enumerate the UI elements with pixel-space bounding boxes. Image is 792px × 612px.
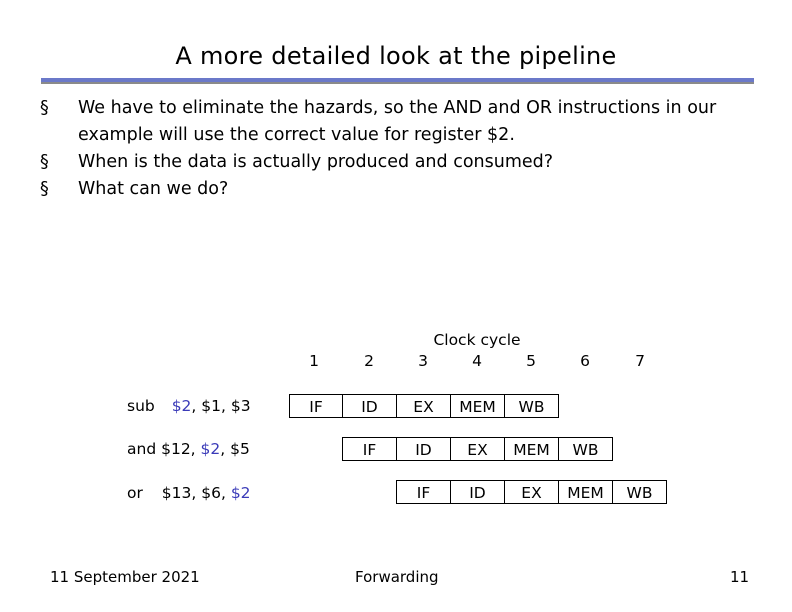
- stage-wb: WB: [612, 480, 667, 504]
- stage-if: IF: [396, 480, 451, 504]
- bullet-marker: §: [40, 152, 49, 172]
- footer-topic: Forwarding: [355, 568, 439, 586]
- cycle-number: 3: [418, 352, 428, 370]
- bullet-marker: §: [40, 98, 49, 118]
- bullet-marker: §: [40, 179, 49, 199]
- stage-ex: EX: [450, 437, 505, 461]
- instruction-opcode: sub: [127, 397, 155, 415]
- stage-wb: WB: [558, 437, 613, 461]
- hazard-register: $2: [171, 397, 192, 415]
- cycle-number: 7: [635, 352, 645, 370]
- stage-if: IF: [289, 394, 343, 418]
- stage-id: ID: [396, 437, 451, 461]
- stage-wb: WB: [504, 394, 559, 418]
- clock-cycle-label: Clock cycle: [433, 331, 521, 349]
- stage-ex: EX: [504, 480, 559, 504]
- instruction-operand: $12,: [156, 440, 201, 458]
- instruction-sub: [127, 397, 251, 415]
- hazard-register: $2: [230, 484, 251, 502]
- footer-page-number: 11: [730, 568, 750, 586]
- instruction-operand: , $5: [220, 440, 250, 458]
- slide-title: A more detailed look at the pipeline: [175, 42, 617, 70]
- cycle-number: 4: [472, 352, 482, 370]
- stage-mem: MEM: [558, 480, 613, 504]
- cycle-number: 6: [580, 352, 590, 370]
- bullet-text: When is the data is actually produced and consumed?: [78, 152, 554, 172]
- footer-date: 11 September 2021: [50, 568, 200, 586]
- bullet-text: We have to eliminate the hazards, so the AND and OR instructions in our example will use the correct value for register $2.: [78, 98, 717, 145]
- stage-ex: EX: [396, 394, 451, 418]
- instruction-and: [127, 440, 250, 458]
- stage-id: ID: [450, 480, 505, 504]
- cycle-number: 2: [364, 352, 374, 370]
- instruction-or: [127, 484, 251, 502]
- cycle-number: 5: [526, 352, 536, 370]
- cycle-number: 1: [309, 352, 319, 370]
- hazard-register: $2: [200, 440, 221, 458]
- instruction-operand: , $1, $3: [191, 397, 251, 415]
- stage-if: IF: [342, 437, 397, 461]
- stage-mem: MEM: [504, 437, 559, 461]
- instruction-operand: $13, $6,: [156, 484, 231, 502]
- stage-mem: MEM: [450, 394, 505, 418]
- stage-id: ID: [342, 394, 397, 418]
- bullet-text: What can we do?: [78, 179, 229, 199]
- instruction-operand: [155, 397, 160, 415]
- instruction-opcode: or: [127, 484, 143, 502]
- instruction-opcode: and: [127, 440, 157, 458]
